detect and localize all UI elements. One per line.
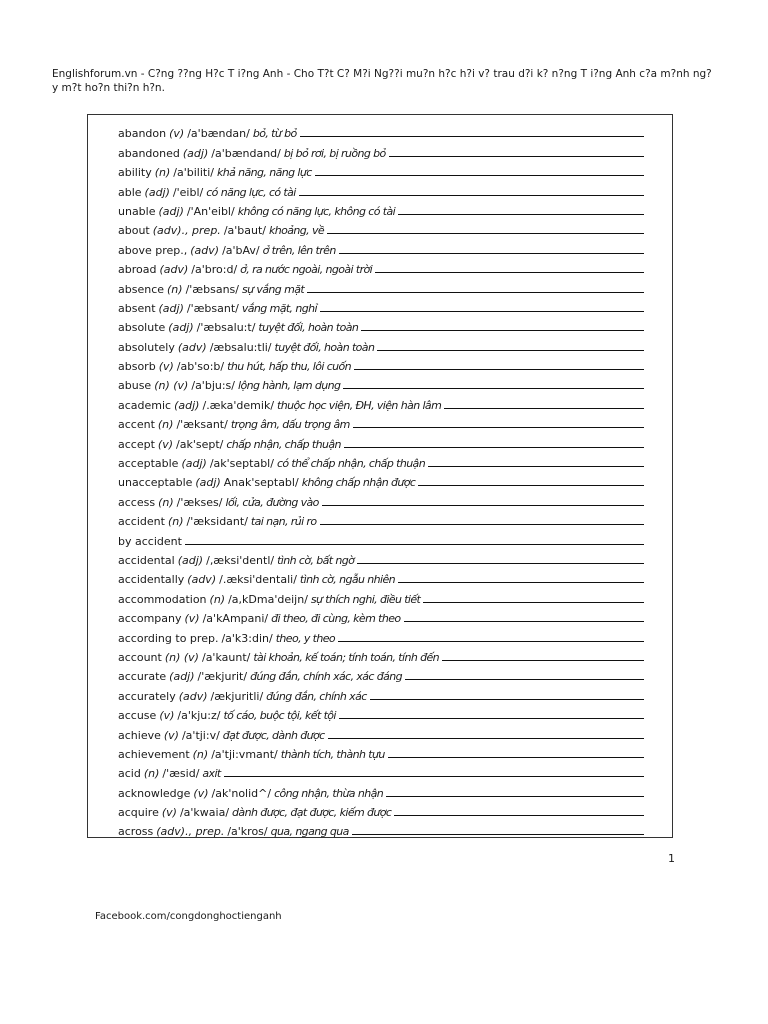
- vocab-row: [118, 800, 644, 819]
- vietnamese-meaning: thành tích, thành tựu: [280, 747, 385, 761]
- vocab-word: accuse: [118, 709, 157, 723]
- answer-line: [320, 311, 644, 312]
- vietnamese-meaning: tình cờ, bất ngờ: [277, 553, 355, 567]
- pronunciation: /a'bro:d/: [191, 263, 238, 277]
- vocab-word: across: [118, 825, 154, 839]
- part-of-speech: (n) (v): [154, 379, 189, 393]
- part-of-speech: (adv): [177, 340, 207, 354]
- vocab-row: [118, 742, 644, 761]
- answer-line: [320, 524, 645, 525]
- vocab-row: [118, 586, 644, 605]
- answer-line: [307, 292, 644, 293]
- vocab-word: abroad: [118, 263, 157, 277]
- vietnamese-meaning: axit: [202, 767, 221, 781]
- answer-line: [389, 156, 644, 157]
- part-of-speech: (adj): [158, 204, 184, 218]
- vocab-row: [118, 625, 644, 644]
- vocab-row: [118, 645, 644, 664]
- part-of-speech: (adv)., prep.: [152, 224, 221, 238]
- vocab-row: [118, 296, 644, 315]
- pronunciation: /.æka'demik/: [202, 398, 275, 412]
- vietnamese-meaning: tố cáo, buộc tội, kết tội: [223, 709, 336, 723]
- vocab-word: absent: [118, 301, 156, 315]
- pronunciation: /a'kAmpani/: [202, 612, 269, 626]
- answer-line: [370, 699, 644, 700]
- pronunciation: /ak'sept/: [176, 437, 224, 451]
- answer-line: [315, 175, 644, 176]
- vietnamese-meaning: đi theo, đi cùng, kèm theo: [271, 612, 401, 626]
- part-of-speech: (v): [184, 612, 200, 626]
- vietnamese-meaning: dành được, đạt được, kiếm được: [232, 806, 392, 820]
- pronunciation: /a'tji:v/: [181, 728, 220, 742]
- answer-line: [353, 427, 644, 428]
- vocab-word: accurately: [118, 689, 176, 703]
- vocab-word: accident: [118, 515, 165, 529]
- part-of-speech: (v): [163, 728, 179, 742]
- pronunciation: /ækjuritli/: [210, 689, 264, 703]
- pronunciation: /a'bændan/: [187, 127, 250, 141]
- part-of-speech: (adj): [144, 185, 170, 199]
- vietnamese-meaning: không chấp nhận được: [301, 476, 416, 490]
- vocab-row: [118, 354, 644, 373]
- answer-line: [398, 582, 644, 583]
- vocab-word: absolute: [118, 321, 166, 335]
- answer-line: [339, 253, 644, 254]
- answer-line: [354, 369, 644, 370]
- vietnamese-meaning: tuyệt đối, hoàn toàn: [258, 321, 359, 335]
- part-of-speech: (adj): [174, 398, 200, 412]
- pronunciation: /a'bAv/: [222, 243, 260, 257]
- part-of-speech: (v): [169, 127, 185, 141]
- pronunciation: /'æbsant/: [186, 301, 239, 315]
- vocab-word: acquire: [118, 806, 159, 820]
- vocab-word: according to prep.: [118, 631, 219, 645]
- vocab-word: acknowledge: [118, 786, 191, 800]
- vietnamese-meaning: trọng âm, dấu trọng âm: [230, 418, 350, 432]
- part-of-speech: (n): [167, 282, 183, 296]
- answer-line: [339, 718, 644, 719]
- answer-line: [375, 272, 644, 273]
- vietnamese-meaning: lối, cửa, đường vào: [225, 495, 319, 509]
- vietnamese-meaning: công nhận, thừa nhận: [274, 786, 384, 800]
- answer-line: [394, 815, 644, 816]
- pronunciation: /a'k3:din/: [221, 631, 273, 645]
- vietnamese-meaning: có thể chấp nhận, chấp thuận: [276, 457, 426, 471]
- vocab-row: [118, 722, 644, 741]
- part-of-speech: (adv): [190, 243, 220, 257]
- answer-line: [405, 679, 644, 680]
- pronunciation: /a'kwaia/: [179, 806, 230, 820]
- vocab-word: unacceptable: [118, 476, 193, 490]
- vocab-row: [118, 237, 644, 256]
- vocab-row: [118, 567, 644, 586]
- vocab-word: accidental: [118, 553, 175, 567]
- pronunciation: /'æksant/: [176, 418, 228, 432]
- answer-line: [423, 602, 644, 603]
- answer-line: [357, 563, 644, 564]
- vocab-word: access: [118, 495, 156, 509]
- vocab-row: [118, 412, 644, 431]
- vocab-word: absorb: [118, 360, 156, 374]
- vocab-word: accent: [118, 418, 155, 432]
- part-of-speech: (n): [154, 166, 171, 180]
- vocab-word: ability: [118, 166, 152, 180]
- vocab-word: acid: [118, 767, 141, 781]
- vocab-word: abuse: [118, 379, 152, 393]
- answer-line: [322, 505, 644, 506]
- pronunciation: /a'kros/: [227, 825, 268, 839]
- part-of-speech: (adj): [169, 670, 195, 684]
- vocab-word: abandon: [118, 127, 167, 141]
- vietnamese-meaning: tình cờ, ngẫu nhiên: [299, 573, 395, 587]
- vocab-row: [118, 257, 644, 276]
- part-of-speech: (adv)., prep.: [156, 825, 225, 839]
- answer-line: [343, 388, 644, 389]
- vocab-row: [118, 780, 644, 799]
- vietnamese-meaning: bỏ, từ bỏ: [252, 127, 297, 141]
- answer-line: [344, 447, 644, 448]
- answer-line: [388, 757, 644, 758]
- part-of-speech: (adj): [195, 476, 221, 490]
- vocab-word: absence: [118, 282, 165, 296]
- pronunciation: /'ækjurit/: [197, 670, 248, 684]
- answer-line: [398, 214, 644, 215]
- vietnamese-meaning: tài khoản, kế toán; tính toán, tính đến: [253, 650, 440, 664]
- pronunciation: /'An'eibl/: [186, 204, 235, 218]
- part-of-speech: (n) (v): [164, 650, 199, 664]
- vocab-row: [118, 140, 644, 159]
- vocabulary-list: [118, 121, 644, 838]
- vocab-row: [118, 528, 644, 547]
- part-of-speech: (v): [193, 786, 209, 800]
- part-of-speech: (v): [161, 806, 177, 820]
- vocab-row: [118, 315, 644, 334]
- part-of-speech: (adj): [182, 146, 209, 160]
- part-of-speech: (n): [143, 767, 160, 781]
- answer-line: [404, 621, 645, 622]
- pronunciation: /a'tji:vmant/: [211, 747, 278, 761]
- vocab-word: academic: [118, 398, 172, 412]
- pronunciation: /a'kju:z/: [177, 709, 221, 723]
- vietnamese-meaning: khả năng, năng lực: [216, 166, 312, 180]
- part-of-speech: (v): [157, 437, 173, 451]
- answer-line: [428, 466, 644, 467]
- pronunciation: /'æksidant/: [186, 515, 248, 529]
- part-of-speech: (adj): [168, 321, 194, 335]
- part-of-speech: (v): [158, 360, 174, 374]
- vietnamese-meaning: sự vắng mặt: [241, 282, 305, 296]
- answer-line: [352, 834, 644, 835]
- answer-line: [418, 485, 644, 486]
- pronunciation: /ak'nolid^/: [211, 786, 272, 800]
- part-of-speech: (n): [192, 747, 209, 761]
- pronunciation: /a,kDma'deijn/: [228, 592, 308, 606]
- pronunciation: /'ækses/: [176, 495, 223, 509]
- vocab-row: [118, 606, 644, 625]
- answer-line: [377, 350, 644, 351]
- vietnamese-meaning: lộng hành, lạm dụng: [237, 379, 341, 393]
- vocab-word: abandoned: [118, 146, 180, 160]
- vocab-row: [118, 276, 644, 295]
- vocab-word: about: [118, 224, 150, 238]
- vocab-word: accidentally: [118, 573, 185, 587]
- vocab-word: able: [118, 185, 142, 199]
- page-footer: Facebook.com/congdonghoctienganh: [95, 911, 282, 922]
- answer-line: [224, 776, 644, 777]
- pronunciation: /a'baut/: [223, 224, 266, 238]
- part-of-speech: (adv): [178, 689, 208, 703]
- vietnamese-meaning: có năng lực, có tài: [206, 185, 296, 199]
- vietnamese-meaning: ở, ra nước ngoài, ngoài trời: [240, 263, 373, 277]
- vocab-row: [118, 819, 644, 838]
- vocab-row: [118, 548, 644, 567]
- pronunciation: /'æsid/: [162, 767, 200, 781]
- vocab-word: accurate: [118, 670, 167, 684]
- answer-line: [386, 796, 644, 797]
- pronunciation: /a'bju:s/: [191, 379, 235, 393]
- vietnamese-meaning: tai nạn, rủi ro: [250, 515, 317, 529]
- part-of-speech: (adv): [159, 263, 189, 277]
- vocab-row: [118, 218, 644, 237]
- vocab-row: [118, 392, 644, 411]
- vocab-row: [118, 334, 644, 353]
- vietnamese-meaning: tuyệt đối, hoàn toàn: [274, 340, 375, 354]
- vocab-row: [118, 664, 644, 683]
- vocab-row: [118, 683, 644, 702]
- part-of-speech: (adj): [177, 553, 204, 567]
- vocab-row: [118, 451, 644, 470]
- pronunciation: /æbsalu:tli/: [209, 340, 272, 354]
- answer-line: [338, 641, 644, 642]
- answer-line: [300, 136, 644, 137]
- vietnamese-meaning: sự thích nghi, điều tiết: [310, 592, 421, 606]
- vietnamese-meaning: không có năng lực, không có tài: [237, 204, 396, 218]
- answer-line: [299, 195, 644, 196]
- vietnamese-meaning: vắng mặt, nghỉ: [241, 301, 317, 315]
- vocabulary-table: [87, 114, 673, 838]
- page-number: 1: [668, 852, 675, 865]
- answer-line: [361, 330, 644, 331]
- vocab-word: absolutely: [118, 340, 175, 354]
- vietnamese-meaning: đúng đắn, chính xác: [266, 689, 367, 703]
- vocab-row: [118, 121, 644, 140]
- vocab-row: [118, 489, 644, 508]
- part-of-speech: (n): [209, 592, 226, 606]
- pronunciation: /a'kaunt/: [201, 650, 251, 664]
- vocab-word: accompany: [118, 612, 182, 626]
- answer-line: [442, 660, 644, 661]
- part-of-speech: (adj): [181, 457, 207, 471]
- vocab-word: accept: [118, 437, 155, 451]
- vocab-word: above prep.,: [118, 243, 188, 257]
- part-of-speech: (adv): [187, 573, 217, 587]
- vocab-word: account: [118, 650, 162, 664]
- vocab-word: achieve: [118, 728, 161, 742]
- vocab-row: [118, 470, 644, 489]
- vietnamese-meaning: khoảng, về: [269, 224, 325, 238]
- answer-line: [328, 738, 644, 739]
- vocab-row: [118, 160, 644, 179]
- pronunciation: /'eibl/: [172, 185, 204, 199]
- vocab-word: acceptable: [118, 457, 179, 471]
- pronunciation: /.æksi'dentali/: [219, 573, 297, 587]
- vocab-word: achievement: [118, 747, 190, 761]
- vocab-word: by accident: [118, 534, 182, 548]
- part-of-speech: (v): [159, 709, 175, 723]
- part-of-speech: (n): [167, 515, 184, 529]
- vocab-row: [118, 373, 644, 392]
- vocab-word: unable: [118, 204, 156, 218]
- vocab-row: [118, 431, 644, 450]
- vietnamese-meaning: thu hút, hấp thu, lôi cuốn: [227, 360, 352, 374]
- vietnamese-meaning: theo, y theo: [275, 631, 336, 645]
- answer-line: [185, 544, 644, 545]
- answer-line: [444, 408, 644, 409]
- vocab-row: [118, 179, 644, 198]
- pronunciation: /a'bændand/: [211, 146, 281, 160]
- part-of-speech: (adj): [158, 301, 184, 315]
- page-header: Englishforum.vn - C?ng ??ng H?c T i?ng Anh - Cho T?t C? M?i Ng??i mu?n h?c h?i v? trau d?i k? n?ng T i?ng Anh c?a m?nh ng?y m?t ho?n thi?n h?n.: [52, 68, 712, 94]
- pronunciation: /'æbsans/: [185, 282, 239, 296]
- pronunciation: /'æbsalu:t/: [196, 321, 256, 335]
- vietnamese-meaning: chấp nhận, chấp thuận: [226, 437, 341, 451]
- vietnamese-meaning: đạt được, dành được: [222, 728, 325, 742]
- vocab-row: [118, 509, 644, 528]
- vietnamese-meaning: ở trên, lên trên: [262, 243, 336, 257]
- pronunciation: /ab'so:b/: [176, 360, 225, 374]
- vocab-row: [118, 703, 644, 722]
- pronunciation: Anak'septabl/: [223, 476, 299, 490]
- part-of-speech: (n): [158, 495, 174, 509]
- vocab-row: [118, 199, 644, 218]
- answer-line: [327, 233, 644, 234]
- pronunciation: /a'biliti/: [173, 166, 214, 180]
- vietnamese-meaning: bị bỏ rơi, bị ruồng bỏ: [283, 146, 386, 160]
- vietnamese-meaning: qua, ngang qua: [270, 825, 349, 839]
- pronunciation: /ak'septabl/: [209, 457, 274, 471]
- vietnamese-meaning: thuộc học viện, ĐH, viện hàn lâm: [277, 398, 442, 412]
- vocab-word: accommodation: [118, 592, 207, 606]
- vocab-row: [118, 761, 644, 780]
- part-of-speech: (n): [157, 418, 174, 432]
- pronunciation: /,æksi'dentl/: [206, 553, 275, 567]
- vietnamese-meaning: đúng đắn, chính xác, xác đáng: [250, 670, 403, 684]
